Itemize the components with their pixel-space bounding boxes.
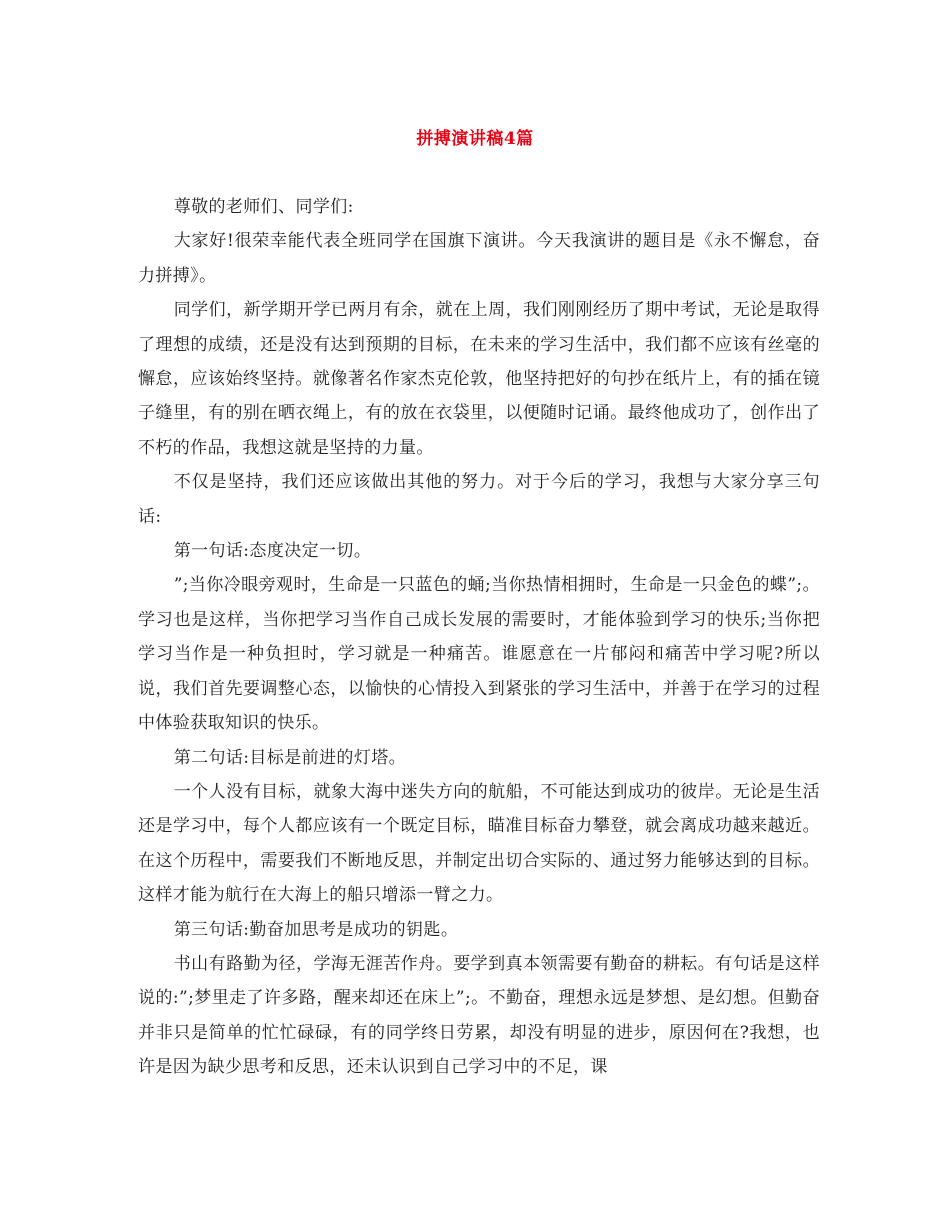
paragraph-three-sentences-intro: 不仅是坚持，我们还应该做出其他的努力。对于今后的学习，我想与大家分享三句话:: [138, 472, 820, 527]
paragraph-heading-second: 第二句话:目标是前进的灯塔。: [173, 747, 407, 768]
document-body: [138, 190, 820, 1085]
paragraph-salutation: 尊敬的老师们、同学们:: [173, 197, 354, 217]
paragraph-diligence: 书山有路勤为径，学海无涯苦作舟。要学到真本领需要有勤奋的耕耘。有句话是这样说的:”;梦里走了许多路，醒来却还在床上”;。不勤奋，理想永远是梦想、是幻想。但勤奋并非只是简单的忙忙碌碌，有的同学终日劳累，却没有明显的进步，原因何在?我想，也许是因为缺少思考和反思，还未认识到自己学习中的不足，课: [138, 953, 820, 1078]
paragraph-attitude: ”;当你冷眼旁观时，生命是一只蓝色的蛹;当你热情相拥时，生命是一只金色的蝶”;。学习也是这样，当你把学习当作自己成长发展的需要时，才能体验到学习的快乐;当你把学习当作是一种负担时，学习就是一种痛苦。谁愿意在一片郁闷和痛苦中学习呢?所以说，我们首先要调整心态，以愉快的心情投入到紧张的学习生活中，并善于在学习的过程中体验获取知识的快乐。: [138, 575, 820, 734]
paragraph-perseverance: 同学们，新学期开学已两月有余，就在上周，我们刚刚经历了期中考试，无论是取得了理想的成绩，还是没有达到预期的目标，在未来的学习生活中，我们都不应该有丝毫的懈怠，应该始终坚持。就像著名作家杰克伦敦，他坚持把好的句抄在纸片上，有的插在镜子缝里，有的别在晒衣绳上，有的放在衣袋里，以便随时记诵。最终他成功了，创作出了不朽的作品，我想这就是坚持的力量。: [138, 300, 820, 458]
paragraph-heading-third: 第三句话:勤奋加思考是成功的钥匙。: [173, 919, 459, 940]
paragraph-heading-first: 第一句话:态度决定一切。: [173, 541, 372, 562]
paragraph-goal: 一个人没有目标，就象大海中迷失方向的航船，不可能达到成功的彼岸。无论是生活还是学习中，每个人都应该有一个既定目标，瞄准目标奋力攀登，就会离成功越来越近。在这个历程中，需要我们不断地反思，并制定出切合实际的、通过努力能够达到的目标。这样才能为航行在大海上的船只增添一臂之力。: [138, 781, 820, 906]
document-title: 拼搏演讲稿4篇: [416, 129, 534, 149]
paragraph-greeting: 大家好!很荣幸能代表全班同学在国旗下演讲。今天我演讲的题目是《永不懈怠，奋力拼搏》。: [138, 231, 820, 286]
